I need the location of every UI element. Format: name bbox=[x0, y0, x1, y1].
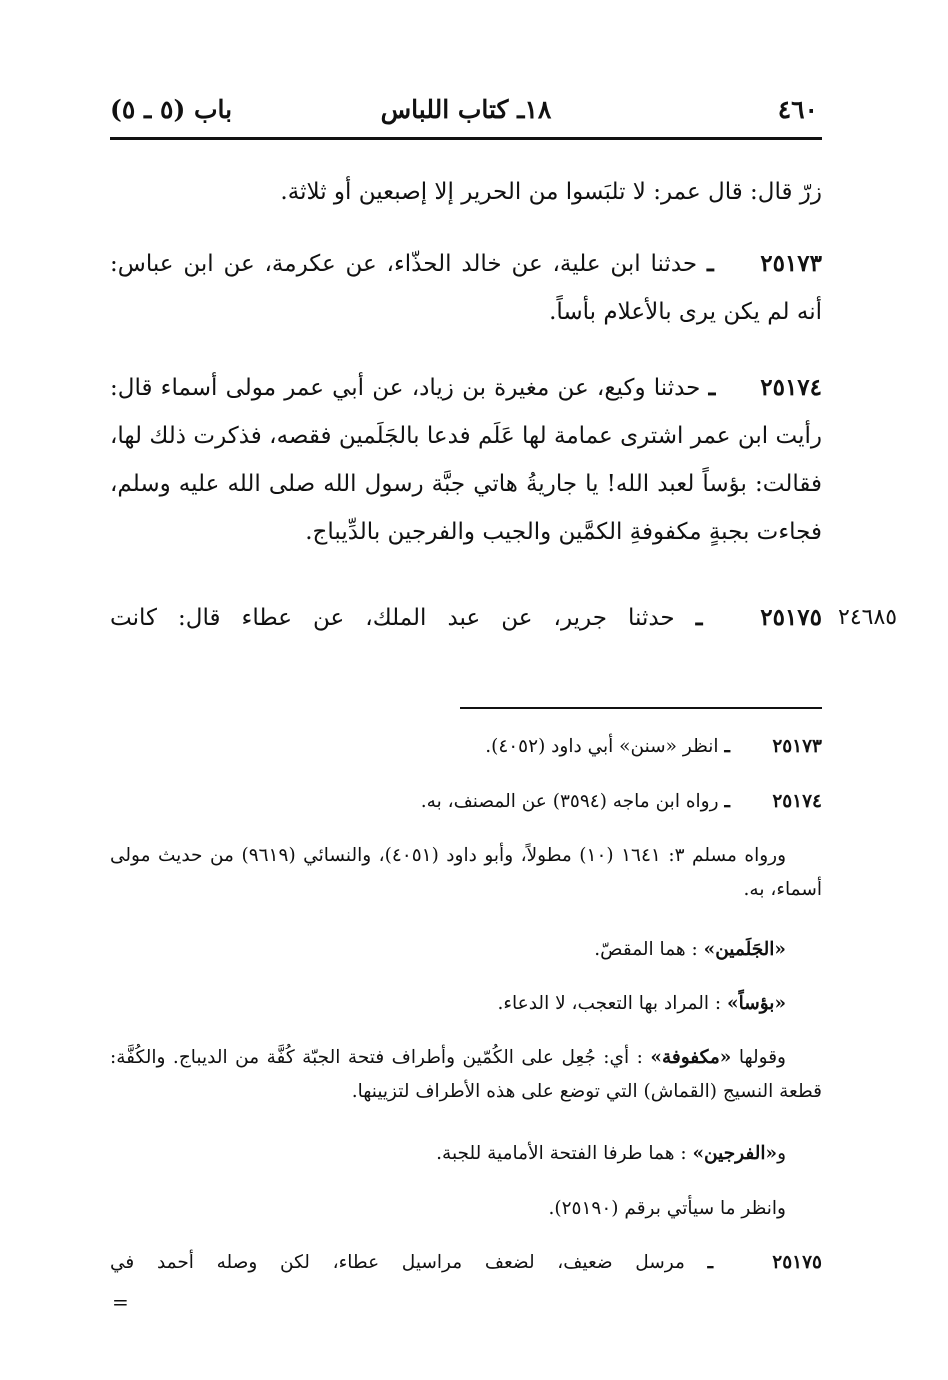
hadith-text: حدثنا جرير، عن عبد الملك، عن عطاء قال: كانت bbox=[110, 605, 675, 631]
continuation-mark: = bbox=[112, 1290, 129, 1314]
footnote-busan bbox=[110, 987, 822, 1021]
footnote-text: وانظر ما سيأتي برقم (٢٥١٩٠). bbox=[548, 1198, 786, 1219]
footnote-25175 bbox=[110, 1246, 822, 1280]
footnote-text: : هما المقصّ. bbox=[594, 939, 698, 960]
paragraph-text: زرّ قال: قال عمر: لا تلبَسوا من الحرير إلا إصبعين أو ثلاثة. bbox=[280, 179, 822, 205]
footnote-lead: و bbox=[777, 1143, 786, 1164]
footnote-text: : المراد بها التعجب، لا الدعاء. bbox=[497, 993, 722, 1014]
footnote-farjayn bbox=[110, 1137, 822, 1171]
footnote-see-also bbox=[110, 1192, 822, 1226]
hadith-number: ٢٥١٧٣ ـ bbox=[706, 250, 822, 277]
side-reference-number: ٢٤٦٨٥ bbox=[838, 605, 898, 630]
continuation-paragraph bbox=[110, 168, 822, 216]
footnote-term: «الجَلَمين» bbox=[703, 939, 786, 960]
page-number: ٤٦٠ bbox=[777, 95, 818, 124]
footnote-term: «الفرجين» bbox=[692, 1143, 778, 1164]
chapter-label: باب (٥ ـ ٥) bbox=[110, 95, 233, 124]
header-rule bbox=[110, 137, 822, 140]
hadith-text: حدثنا ابن علية، عن خالد الحذّاء، عن عكرمة، عن ابن عباس: أنه لم يكن يرى بالأعلام بأساً. bbox=[110, 251, 822, 325]
footnote-25173 bbox=[110, 730, 822, 764]
footnote-text: : هما طرفا الفتحة الأمامية للجبة. bbox=[436, 1143, 687, 1164]
footnote-text: رواه ابن ماجه (٣٥٩٤) عن المصنف، به. bbox=[420, 791, 719, 812]
footnote-text: : أي: جُعِل على الكُمّين وأطراف فتحة الجبّة كُفَّة من الديباج. والكُفَّة: قطعة النسيج (القماش) التي توضع على هذه الأطراف لتزيينها. bbox=[110, 1047, 822, 1102]
footnote-term: «بؤساً» bbox=[727, 993, 786, 1014]
hadith-25174 bbox=[110, 364, 822, 556]
footnote-text: انظر «سنن» أبي داود (٤٠٥٢). bbox=[485, 736, 719, 757]
hadith-25175 bbox=[110, 594, 822, 642]
page-header bbox=[110, 92, 822, 132]
footnote-term: «مكفوفة» bbox=[650, 1047, 732, 1068]
footnote-makfufa bbox=[110, 1041, 822, 1109]
footnote-number: ٢٥١٧٣ ـ bbox=[724, 736, 822, 757]
book-title: ١٨ـ كتاب اللباس bbox=[380, 95, 552, 124]
footnote-number: ٢٥١٧٥ ـ bbox=[707, 1252, 822, 1273]
footnote-rule bbox=[460, 707, 822, 709]
footnote-text: مرسل ضعيف، لضعف مراسيل عطاء، لكن وصله أحمد في bbox=[110, 1252, 685, 1273]
footnote-25174 bbox=[110, 785, 822, 819]
hadith-number: ٢٥١٧٥ ـ bbox=[695, 604, 822, 631]
hadith-number: ٢٥١٧٤ ـ bbox=[708, 374, 823, 401]
hadith-25173 bbox=[110, 240, 822, 336]
hadith-text: حدثنا وكيع، عن مغيرة بن زياد، عن أبي عمر مولى أسماء قال: رأيت ابن عمر اشترى عمامة لها عَلَم فدعا بالجَلَمين فقصه، فذكرت ذلك لها، فقالت: بؤساً لعبد الله! يا جاريةُ هاتي جبَّة رسول الله صلى الله عليه وسلم، فجاءت بجبةٍ مكفوفةِ الكمَّين والجيب والفرجين بالدِّيباج. bbox=[110, 375, 822, 545]
footnote-number: ٢٥١٧٤ ـ bbox=[724, 791, 822, 812]
footnote-jalamayn bbox=[110, 933, 822, 967]
footnote-muslim bbox=[110, 839, 822, 907]
footnote-text: ورواه مسلم ٣: ١٦٤١ (١٠) مطولاً، وأبو داود (٤٠٥١)، والنسائي (٩٦١٩) من حديث مولى أسماء، به. bbox=[110, 845, 822, 900]
footnote-lead: وقولها bbox=[738, 1047, 786, 1068]
